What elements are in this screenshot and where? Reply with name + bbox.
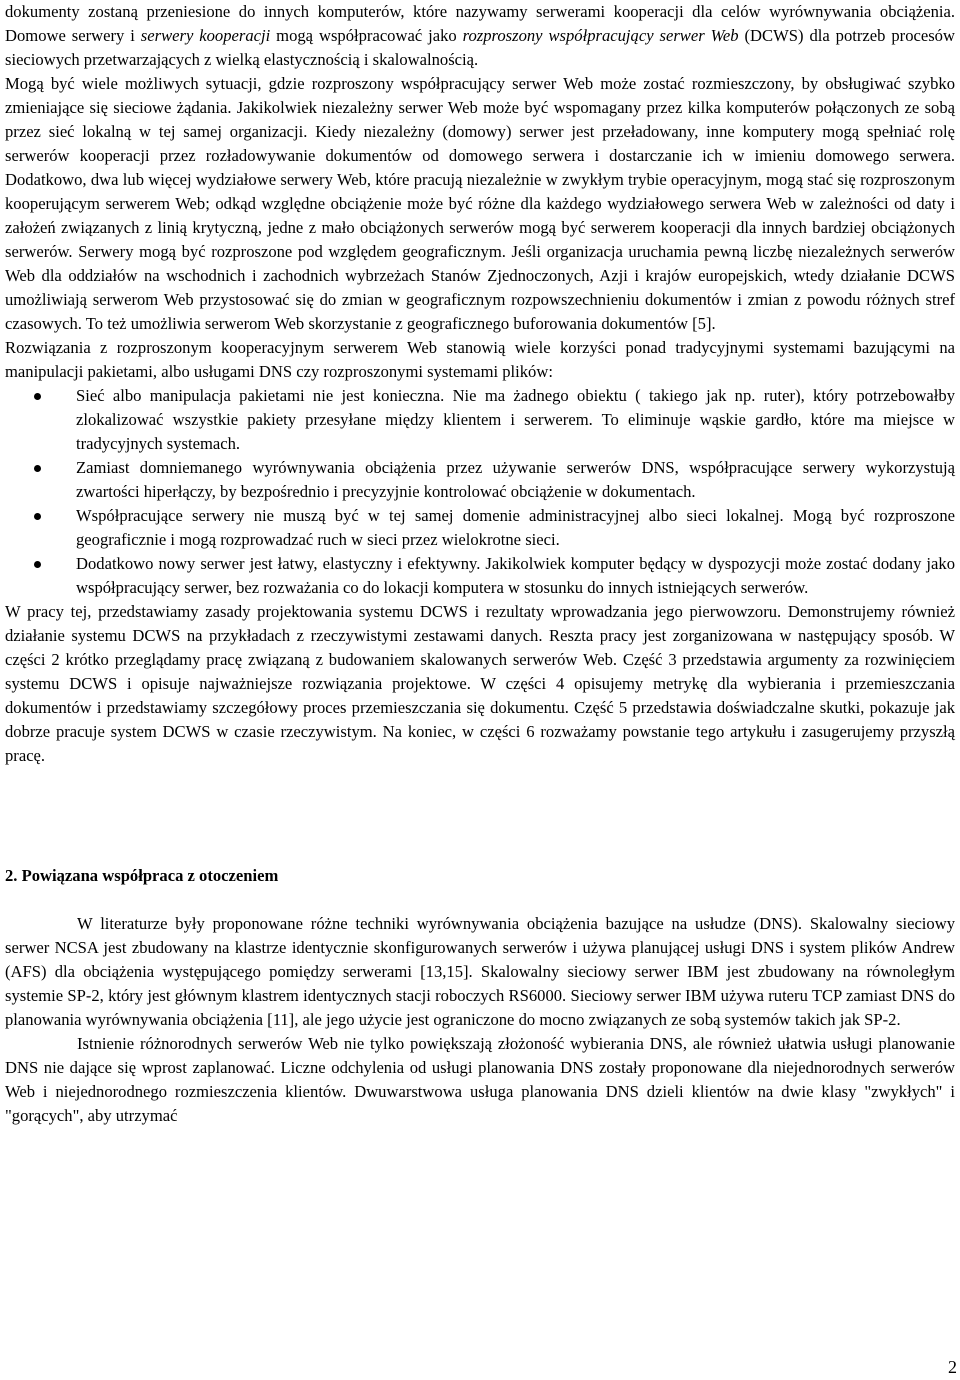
list-item-text: Sieć albo manipulacja pakietami nie jest konieczna. Nie ma żadnego obiektu ( takiego jak np. ruter), który potrzebowałby zlokalizować wszystkie pakiety przesyłane między klientem i serwerem. To eliminuje wąskie gardło, które ma miejsce w tradycyjnych systemach. xyxy=(76,386,955,453)
list-item-text: Współpracujące serwery nie muszą być w tej samej domenie administracyjnej albo sieci lokalnej. Mogą być rozproszone geograficznie i mogą rozprowadzać ruch w sieci przez wielokrotne sieci. xyxy=(76,506,955,549)
term-dcws: rozproszony współpracujący serwer Web xyxy=(462,26,739,45)
list-item xyxy=(5,504,955,552)
list-item-text: Zamiast domniemanego wyrównywania obciążenia przez używanie serwerów DNS, współpracujące serwery wykorzystują zwartości hiperłączy, by bezpośrednio i precyzyjnie kontrolować obciążenie w dokumentach. xyxy=(76,458,955,501)
list-item xyxy=(5,552,955,600)
paragraph-deployment-scenarios: Mogą być wiele możliwych sytuacji, gdzie rozproszony współpracujący serwer Web może zostać rozmieszczony, by obsługiwać szybko zmieniające się sieciowe żądania. Jakikolwiek niezależny serwer Web może być wspomagany przez kilka komputerów połączonych ze sobą przez sieć lokalną w tej samej organizacji. Kiedy niezależny (domowy) serwer jest przeładowany, inne komputery mogą spełniać rolę serwerów kooperacji przez rozładowywanie dokumentów od domowego serwera i dostarczanie ich w imieniu domowego serwera. Dodatkowo, dwa lub więcej wydziałowe serwery Web, które pracują niezależnie w zwykłym trybie operacyjnym, mogą stać się rozproszonym kooperującym serwerem Web; odkąd względne obciążenie może być różne dla każdego wydziałowego serwera Web w zależności od daty i założeń związanych z linią krytyczną, jedne z mało obciążonych serwerów mogą być serwerem kooperacji dla innych bardziej obciążonych serwerów. Serwery mogą być rozproszone pod względem geograficznym. Jeśli organizacja uruchamia pewną liczbę niezależnych serwerów Web dla oddziałów na wschodnich i zachodnich wybrzeżach Stanów Zjednoczonych, Azji i krajów europejskich, wtedy działanie DCWS umożliwiają serwerom Web przystosować się do zmian w geograficznym rozpowszechnieniu dokumentów i zmian z powodu różnych stref czasowych. To też umożliwia serwerom Web skorzystanie z geograficznego buforowania dokumentów [5]. xyxy=(5,74,955,333)
paragraph-text: mogą współpracować jako xyxy=(270,26,463,45)
bullet-icon xyxy=(34,465,41,472)
spacer xyxy=(5,888,955,912)
bullet-icon xyxy=(34,561,41,568)
bullet-icon xyxy=(34,393,41,400)
paragraph-paper-organization: W pracy tej, przedstawiamy zasady projektowania systemu DCWS i rezultaty wprowadzania jego pierwowzoru. Demonstrujemy również działanie systemu DCWS na przykładach z rzeczywistymi zestawami danych. Reszta pracy jest zorganizowana w następujący sposób. W części 2 krótko przeglądamy pracę związaną z budowaniem skalowanych serwerów Web. Część 3 przedstawia argumenty za rozwinięciem systemu DCWS i opisuje najważniejsze rozwiązania projektowe. W części 4 opisujemy metrykę dla wybierania i przemieszczania dokumentów i przedstawiamy szczegółowy proces przemieszczania się dokumentu. Część 5 przedstawia doświadczalne skutki, pokazuje jak dobrze pracuje system DCWS w czasie rzeczywistym. Na koniec, w części 6 rozważamy powstanie tego artykułu i zasugerujemy przyszłą pracę. xyxy=(5,602,955,765)
list-item-text: Dodatkowo nowy serwer jest łatwy, elastyczny i efektywny. Jakikolwiek komputer będący w dyspozycji może zostać dodany jako współpracujący serwer, bez rozważania co do lokacji komputera w stosunku do innych istniejących serwerów. xyxy=(76,554,955,597)
term-cooperating-servers: serwery kooperacji xyxy=(140,26,271,45)
page-number: 2 xyxy=(948,1357,957,1377)
paragraph-dns-scheduling: Istnienie różnorodnych serwerów Web nie tylko powiększają złożoność wybierania DNS, ale również ułatwia usługi planowanie DNS nie dające się wprost zaplanować. Liczne odchylenia od usługi planowania DNS zostały proponowane dla niejednorodnych serwerów Web i niejednorodnego rozmieszczenia klientów. Dwuwarstwowa usługa planowania DNS dzieli klientów na dwie klasy "zwykłych" i "gorących", aby utrzymać xyxy=(5,1034,955,1125)
advantages-list xyxy=(5,384,955,600)
paragraph-related-work: W literaturze były proponowane różne techniki wyrównywania obciążenia bazujące na usłudze (DNS). Skalowalny sieciowy serwer NCSA jest zbudowany na klastrze identycznie skonfigurowanych serwerów i używa planującej usługi DNS i system plików Andrew (AFS) dla obciążenia występującego pomiędzy serwerami [13,15]. Skalowalny sieciowy serwer IBM jest zbudowany na równoległym systemie SP-2, który jest głównym klastrem identycznych stacji roboczych RS6000. Sieciowy serwer IBM używa ruteru TCP zamiast DNS do planowania wyrównywania obciążenia [11], ale jego użycie jest ograniczone do mocno związanych ze sobą systemów takich jak SP-2. xyxy=(5,914,955,1029)
paragraph-dcws-intro xyxy=(5,0,955,72)
list-item xyxy=(5,384,955,456)
paragraph-advantages-intro: Rozwiązania z rozproszonym kooperacyjnym serwerem Web stanowią wiele korzyści ponad tradycyjnymi systemami bazującymi na manipulacji pakietami, albo usługami DNS czy rozproszonymi systemami plików: xyxy=(5,338,955,381)
document-page xyxy=(5,0,955,1128)
spacer xyxy=(5,768,955,864)
list-item xyxy=(5,456,955,504)
paragraph-text: (DCWS) dla potrzeb procesów sieciowych przetwarzających z wielką elastycznością i skalowalnością. xyxy=(5,26,955,69)
paragraph-text: dokumenty zostaną przeniesione do innych komputerów, które nazywamy serwerami kooperacji dla celów wyrównywania obciążenia. Domowe serwery i xyxy=(5,2,955,45)
bullet-icon xyxy=(34,513,41,520)
section-heading: 2. Powiązana współpraca z otoczeniem xyxy=(5,866,279,885)
